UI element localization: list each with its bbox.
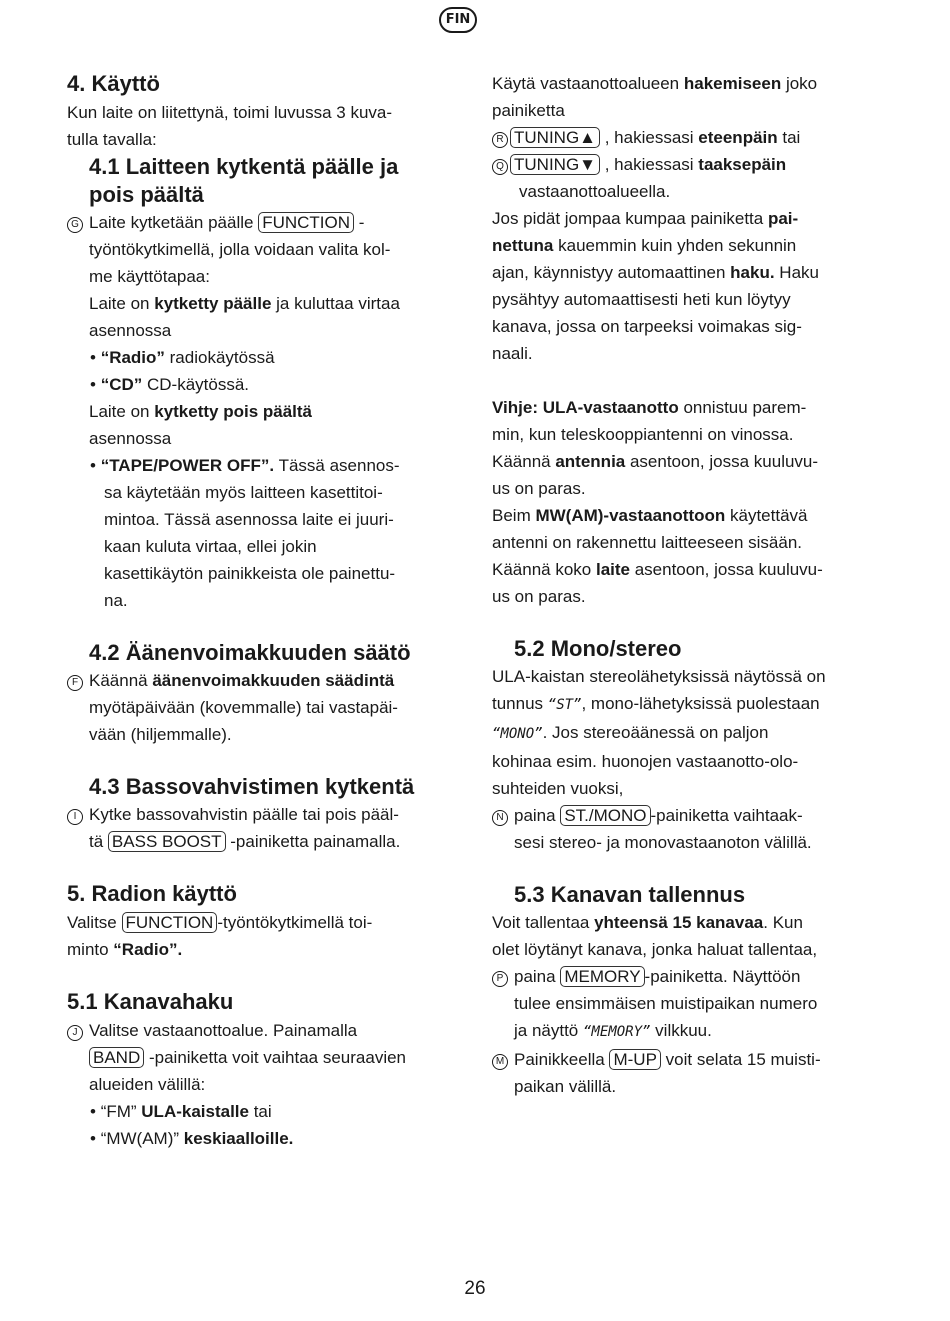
- text-line: Kun laite on liitettynä, toimi luvussa 3 kuva-: [67, 103, 393, 122]
- bullet-continuation: kasettikäytön painikkeista ole painettu-: [104, 564, 396, 583]
- band-key: BAND: [89, 1047, 144, 1068]
- text-line: paikan välillä.: [514, 1077, 617, 1096]
- section-5-2-title: 5.2 Mono/stereo: [514, 636, 682, 661]
- page-number: 26: [464, 1278, 486, 1299]
- spacer: [492, 367, 852, 394]
- ref-marker: M: [492, 1054, 508, 1070]
- bullet-item: • “TAPE/POWER OFF”. Tässä asennos-: [90, 456, 400, 475]
- spacer: [492, 856, 852, 881]
- section-5-title: 5. Radion käyttö: [67, 881, 237, 906]
- text-line: [89, 1044, 427, 1071]
- text-span: Käännä koko: [492, 560, 596, 579]
- text-span: Käännä: [89, 671, 153, 690]
- section-4-3-title: 4.3 Bassovahvistimen kytkentä: [89, 774, 415, 799]
- text-line: [492, 124, 852, 151]
- text-span: Käännä: [492, 452, 556, 471]
- st-mono-key: ST./MONO: [560, 805, 650, 826]
- text-line: us on paras.: [492, 587, 586, 606]
- text-line: [492, 909, 852, 936]
- text-span: -painiketta. Näyttöön: [644, 967, 801, 986]
- text-line: painiketta: [492, 101, 565, 120]
- text-line: [492, 232, 852, 259]
- ref-marker: R: [492, 132, 508, 148]
- section-4-1: [67, 153, 427, 344]
- bold-text: laite: [595, 560, 630, 579]
- bold-text: haku.: [730, 263, 775, 282]
- section-5-2-heading: [492, 635, 852, 663]
- ref-marker: G: [67, 217, 83, 233]
- text-line: [67, 909, 427, 936]
- text-line: ULA-kaistan stereolähetyksissä näytössä on: [492, 667, 826, 686]
- tuning-up-key: TUNING▲: [510, 127, 600, 148]
- memory-key: MEMORY: [560, 966, 644, 987]
- function-key: FUNCTION: [258, 212, 354, 233]
- text-span: Laite kytketään päälle: [89, 213, 254, 232]
- ref-marker: N: [492, 810, 508, 826]
- bold-text: MW(AM)-vastaanottoon: [535, 506, 726, 525]
- text-line: me käyttötapaa:: [89, 267, 210, 286]
- text-line: [67, 667, 427, 694]
- section-4-2-title: 4.2 Äänenvoimakkuuden säätö: [89, 640, 411, 665]
- lcd-st-indicator: “ST”: [547, 697, 582, 713]
- text-span: , mono-lähetyksissä puolestaan: [581, 694, 820, 713]
- text-line: asennossa: [89, 321, 172, 340]
- text-line: [492, 690, 852, 719]
- spacer: [67, 748, 427, 773]
- text-span: tai: [248, 1102, 272, 1121]
- ref-marker: J: [67, 1025, 83, 1041]
- bold-text: hakemiseen: [683, 74, 782, 93]
- title-line: pois päältä: [89, 182, 204, 207]
- title-line: 4.1 Laitteen kytkentä päälle ja: [89, 154, 399, 179]
- text-span: ajan, käynnistyy automaattinen: [492, 263, 731, 282]
- bullet-continuation: mintoa. Tässä asennossa laite ei juuri-: [104, 510, 394, 529]
- text-span: ja kuluttaa virtaa: [271, 294, 400, 313]
- text-span: Käytä vastaanottoalueen: [492, 74, 684, 93]
- lcd-mono-indicator: “MONO”: [492, 726, 543, 742]
- bold-text: “CD”: [100, 375, 143, 394]
- text-line: [492, 448, 852, 475]
- text-span: paina: [514, 806, 556, 825]
- bold-text: “Radio”.: [113, 940, 183, 959]
- text-line: naali.: [492, 344, 533, 363]
- text-line: myötäpäivään (kovemmalle) tai vastapäi-: [89, 698, 398, 717]
- text-span: , hakiessasi: [604, 128, 699, 147]
- language-badge: FIN: [439, 7, 477, 33]
- text-line: [67, 1017, 427, 1044]
- bullet-continuation: na.: [104, 591, 128, 610]
- text-span: Jos pidät jompaa kumpaa painiketta: [492, 209, 768, 228]
- m-up-key: M-UP: [609, 1049, 660, 1070]
- text-span: “MW(AM)”: [100, 1129, 184, 1148]
- text-span: Laite on: [89, 294, 155, 313]
- bold-text: eteenpäin: [698, 128, 778, 147]
- text-line: asennossa: [89, 429, 172, 448]
- ref-marker: P: [492, 971, 508, 987]
- text-span: Laite on: [89, 402, 155, 421]
- text-span: Valitse: [67, 913, 117, 932]
- section-4-3: [67, 773, 427, 855]
- text-line: [492, 502, 852, 529]
- bold-text: yhteensä 15 kanavaa: [594, 913, 764, 932]
- text-line: tulla tavalla:: [67, 130, 157, 149]
- text-span: tä: [89, 832, 104, 851]
- text-line: vään (hiljemmalle).: [89, 725, 232, 744]
- text-span: ja näyttö: [514, 1021, 583, 1040]
- text-span: -työntökytkimellä toi-: [217, 913, 373, 932]
- bold-text: “TAPE/POWER OFF”.: [100, 456, 275, 475]
- text-span: -painiketta voit vaihtaa seuraavien: [148, 1048, 407, 1067]
- text-span: tai: [777, 128, 801, 147]
- bold-text: nettuna: [492, 236, 554, 255]
- text-line: olet löytänyt kanava, jonka haluat tallentaa,: [492, 940, 818, 959]
- text-line: [492, 394, 852, 421]
- section-4-1-title: [89, 153, 427, 209]
- text-line: pysähtyy automaattisesti heti kun löytyy: [492, 290, 791, 309]
- bold-text: keskiaalloille.: [183, 1129, 294, 1148]
- text-span: Painikkeella: [514, 1050, 605, 1069]
- text-line: työntökytkimellä, jolla voidaan valita kol-: [89, 240, 391, 259]
- section-4-title: 4. Käyttö: [67, 71, 160, 96]
- text-line: sesi stereo- ja monovastaanoton välillä.: [514, 833, 812, 852]
- bold-text: pai-: [767, 209, 799, 228]
- ref-marker: Q: [492, 159, 508, 175]
- text-line: kohinaa esim. huonojen vastaanotto-olo-: [492, 752, 799, 771]
- bold-text: Vihje: ULA-vastaanotto: [492, 398, 679, 417]
- text-span: “FM”: [100, 1102, 142, 1121]
- text-line: [67, 801, 427, 828]
- right-column: [492, 70, 852, 1100]
- bold-text: kytketty päälle: [154, 294, 272, 313]
- text-span: käytettävä: [725, 506, 808, 525]
- text-span: -painiketta vaihtaak-: [650, 806, 803, 825]
- bold-text: antennia: [555, 452, 626, 471]
- spacer: [492, 610, 852, 635]
- section-5-3-title: 5.3 Kanavan tallennus: [514, 882, 746, 907]
- text-span: paina: [514, 967, 556, 986]
- text-span: -: [358, 213, 365, 232]
- text-span: minto: [67, 940, 114, 959]
- text-span: Valitse vastaanottoalue. Painamalla: [89, 1021, 358, 1040]
- bullet-item: • “CD” CD-käytössä.: [90, 375, 249, 394]
- ref-marker: F: [67, 675, 83, 691]
- section-4-2: [67, 639, 427, 748]
- text-line: suhteiden vuoksi,: [492, 779, 624, 798]
- text-line: [492, 205, 852, 232]
- bold-text: kytketty pois päältä: [154, 402, 313, 421]
- text-span: -painiketta painamalla.: [230, 832, 401, 851]
- text-span: vilkkuu.: [650, 1021, 712, 1040]
- text-line: [492, 1046, 852, 1073]
- bullet-continuation: sa käytetään myös laitteen kasettitoi-: [104, 483, 383, 502]
- text-line: [492, 802, 852, 829]
- text-line: [492, 151, 852, 178]
- section-5-3-heading: [492, 881, 852, 909]
- text-line: tulee ensimmäisen muistipaikan numero: [514, 994, 818, 1013]
- text-line: kanava, jossa on tarpeeksi voimakas sig-: [492, 317, 802, 336]
- text-span: Voit tallentaa: [492, 913, 595, 932]
- text-span: radiokäytössä: [164, 348, 275, 367]
- text-span: tunnus: [492, 694, 548, 713]
- section-5-1: [67, 1017, 427, 1098]
- bullet-item: • “Radio” radiokäytössä: [90, 348, 275, 367]
- text-span: . Jos stereoäänessä on paljon: [542, 723, 769, 742]
- text-line: [89, 290, 427, 317]
- text-span: asentoon, jossa kuuluvu-: [625, 452, 819, 471]
- text-line: [492, 70, 852, 97]
- text-line: vastaanottoalueella.: [519, 182, 671, 201]
- text-line: antenni on rakennettu laitteeseen sisään.: [492, 533, 803, 552]
- bullet-item: • “FM” ULA-kaistalle tai: [90, 1102, 272, 1121]
- text-line: [492, 259, 852, 286]
- text-line: [492, 1017, 852, 1046]
- text-span: onnistuu parem-: [678, 398, 807, 417]
- text-line: alueiden välillä:: [89, 1075, 206, 1094]
- text-line: us on paras.: [492, 479, 586, 498]
- bold-text: “Radio”: [100, 348, 165, 367]
- text-span: CD-käytössä.: [142, 375, 249, 394]
- text-line: [89, 828, 427, 855]
- text-span: Beim: [492, 506, 536, 525]
- text-line: min, kun teleskooppiantenni on vinossa.: [492, 425, 794, 444]
- text-line: [89, 398, 427, 425]
- text-span: , hakiessasi: [604, 155, 699, 174]
- text-span: voit selata 15 muisti-: [665, 1050, 821, 1069]
- text-span: asentoon, jossa kuuluvu-: [630, 560, 823, 579]
- text-line: [492, 719, 852, 748]
- spacer: [67, 855, 427, 880]
- text-line: [67, 209, 427, 236]
- text-line: [492, 963, 852, 990]
- ref-marker: I: [67, 809, 83, 825]
- tuning-down-key: TUNING▼: [510, 154, 600, 175]
- text-span: Haku: [774, 263, 819, 282]
- bullet-item: • “MW(AM)” keskiaalloille.: [90, 1129, 294, 1148]
- text-line: [492, 556, 852, 583]
- off-paragraph: [67, 398, 427, 452]
- bold-text: taaksepäin: [698, 155, 787, 174]
- section-5-1-title: 5.1 Kanavahaku: [67, 989, 234, 1014]
- text-span: joko: [781, 74, 818, 93]
- spacer: [67, 963, 427, 988]
- bass-boost-key: BASS BOOST: [108, 831, 226, 852]
- spacer: [67, 614, 427, 639]
- text-span: . Kun: [763, 913, 803, 932]
- lcd-memory-indicator: “MEMORY”: [583, 1024, 651, 1040]
- text-line: [67, 936, 427, 963]
- left-column: [67, 70, 427, 1152]
- bullet-continuation: kaan kuluta virtaa, ellei jokin: [104, 537, 317, 556]
- text-span: Tässä asennos-: [274, 456, 400, 475]
- function-key: FUNCTION: [122, 912, 218, 933]
- bold-text: äänenvoimakkuuden säädintä: [152, 671, 395, 690]
- text-span: Kytke bassovahvistin päälle tai pois pääl-: [89, 805, 399, 824]
- bold-text: ULA-kaistalle: [141, 1102, 249, 1121]
- text-span: kauemmin kuin yhden sekunnin: [553, 236, 797, 255]
